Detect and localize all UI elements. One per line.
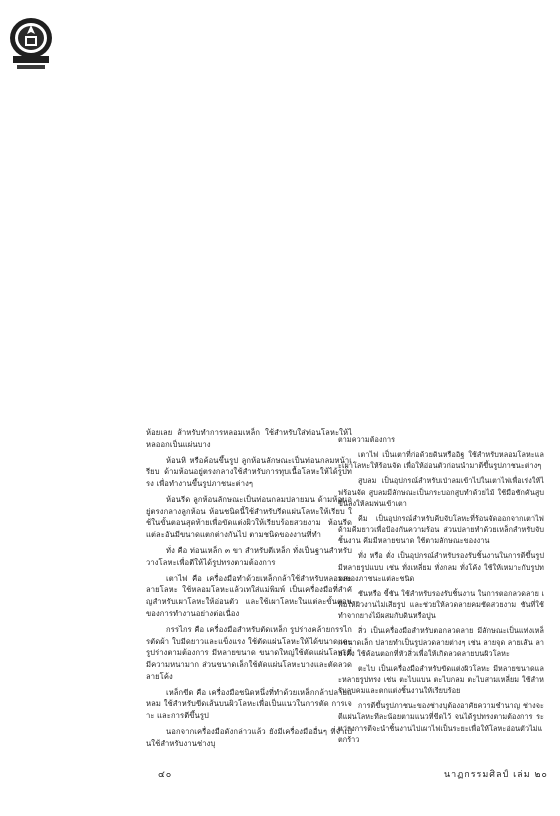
running-footer: นาฏกรรมศิลป์ เล่ม ๒๐ [444,770,548,780]
left-paragraph-7: เหล็กขีด คือ เครื่องมือชนิดหนึ่งที่ทำด้วยเหล็กกล้าปลายแหลม ใช้สำหรับขีดเส้นบนผิวโลหะเพื่อเป็นแนวในการตัด การเจาะ และการตีขึ้นรูป [146,687,352,721]
left-paragraph-3: ห้อนรีด ลูกห้อนลักษณะเป็นท่อนกลมปลายมน ด้ามห้อนอยู่ตรงกลางลูกห้อน ห้อนชนิดนี้ใช้สำหรับรีดแผ่นโลหะให้เรียบ ใช้ในขั้นตอนสุดท้ายเพื่อขัดแต่งผิวให้เรียบร้อยสวยงาม ห้อนรีดแต่ละอันมีขนาดแตกต่างกันไป ตามชนิดของงานที่ทำ [146,494,352,540]
left-paragraph-2: ห้อนหิ หรือค้อนขึ้นรูป ลูกห้อนลักษณะเป็นท่อนกลมหน้าเรียบ ด้ามห้อนอยู่ตรงกลางใช้สำหรับการทุบเนื้อโลหะให้ได้รูปทรง เพื่อทำงานขึ้นรูปภาชนะต่างๆ [146,455,352,489]
right-paragraph-3: สูบลม เป็นอุปกรณ์สำหรับเป่าลมเข้าไปในเตาไฟเพื่อเร่งให้ไฟร้อนจัด สูบลมมีลักษณะเป็นกระบอกสูบทำด้วยไม้ ใช้มือชักคันสูบขึ้นลงให้ลมพ่นเข้าเตา [338,476,544,508]
left-column [146,427,352,750]
right-paragraph-2: เตาไฟ เป็นเตาที่ก่อด้วยดินหรืออิฐ ใช้สำหรับหลอมโลหะและเผาโลหะให้ร้อนจัด เพื่อให้อ่อนตัวก่อนนำมาตีขึ้นรูปภาชนะต่างๆ [338,450,544,471]
right-paragraph-9: การตีขึ้นรูปภาชนะของช่างบุต้องอาศัยความชำนาญ ช่างจะตีแผ่นโลหะทีละน้อยตามแนวที่ขีดไว้ จนได้รูปทรงตามต้องการ ระหว่างการตีจะนำชิ้นงานไปเผาไฟเป็นระยะเพื่อให้โลหะอ่อนตัวไม่แตกร้าว [338,701,544,744]
left-paragraph-5: เตาไฟ คือ เครื่องมือทำด้วยเหล็กกล้าใช้สำหรับหลอมละลายโลหะ ใช้หลอมโลหะแล้วเทใส่แม่พิมพ์ เป็นเครื่องมือที่สำคัญสำหรับเผาโลหะให้อ่อนตัว และใช้เผาโลหะในแต่ละขั้นตอนของการทำงานอย่างต่อเนื่อง [146,573,352,618]
page-number: ๔๐ [158,770,173,780]
left-paragraph-1: ห้อยเลย ส้าหรับทำการหลอมเหล็ก ใช้สำหรับใส่ท่อนโลหะให้ไหลออกเป็นแผ่นบาง [146,428,352,449]
right-paragraph-4: คีม เป็นอุปกรณ์สำหรับคีบจับโลหะที่ร้อนจัดออกจากเตาไฟ ด้ามคีมยาวเพื่อป้องกันความร้อน ส่วนปลายทำด้วยเหล็กสำหรับจับชิ้นงาน คีมมีหลายขนาด ใช้ตามลักษณะของงาน [338,513,544,546]
right-paragraph-1: ตามความต้องการ [338,435,396,444]
left-paragraph-6: กรรไกร คือ เครื่องมือสำหรับตัดเหล็ก รูปร่างคล้ายกรรไกรตัดผ้า ใบมีดยาวและแข็งแรง ใช้ตัดแผ่นโลหะให้ได้ขนาดและรูปร่างตามต้องการ มีหลายขนาด ขนาดใหญ่ใช้ตัดแผ่นโลหะที่มีความหนามาก ส่วนขนาดเล็กใช้ตัดแผ่นโลหะบางและตัดลวดลายโค้ง [146,624,353,681]
left-paragraph-4: ทั่ง คือ ท่อนเหล็ก ๓ ขา สำหรับตีเหล็ก ทั่งเป็นฐานสำหรับวางโลหะเพื่อตีให้ได้รูปทรงตามต้องการ [146,546,352,567]
right-paragraph-8: ตะไบ เป็นเครื่องมือสำหรับขัดแต่งผิวโลหะ มีหลายขนาดและหลายรูปทรง เช่น ตะไบแบน ตะไบกลม ตะไบสามเหลี่ยม ใช้สำหรับลบคมและตกแต่งชิ้นงานให้เรียบร้อย [338,663,544,696]
royal-seal-emblem-icon [8,16,54,74]
right-paragraph-6: ชันหรือ ขี้ชัน ใช้สำหรับรองรับชิ้นงาน ในการตอกลวดลาย เพื่อให้ผิวงานไม่เสียรูป และช่วยให้ลวดลายคมชัดสวยงาม ชันที่ใช้ทำจากยางไม้ผสมกับดินหรือปูน [338,588,544,621]
left-paragraph-8: นอกจากเครื่องมือดังกล่าวแล้ว ยังมีเครื่องมืออื่นๆ ที่จำเป็นใช้สำหรับงานช่างบุ [146,726,352,748]
right-paragraph-5: ทั่ง หรือ ตั่ง เป็นอุปกรณ์สำหรับรองรับชิ้นงานในการตีขึ้นรูป มีหลายรูปแบบ เช่น ทั่งเหลี่ยม ทั่งกลม ทั่งโค้ง ใช้ให้เหมาะกับรูปทรงของภาชนะแต่ละชนิด [338,551,544,583]
right-paragraph-7: สิ่ว เป็นเครื่องมือสำหรับตอกลวดลาย มีลักษณะเป็นแท่งเหล็กขนาดเล็ก ปลายทำเป็นรูปลวดลายต่างๆ เช่น ลายจุด ลายเส้น ลายโค้ง ใช้ค้อนตอกที่หัวสิ่วเพื่อให้เกิดลวดลายบนผิวโลหะ [338,626,544,658]
right-column [338,434,544,745]
